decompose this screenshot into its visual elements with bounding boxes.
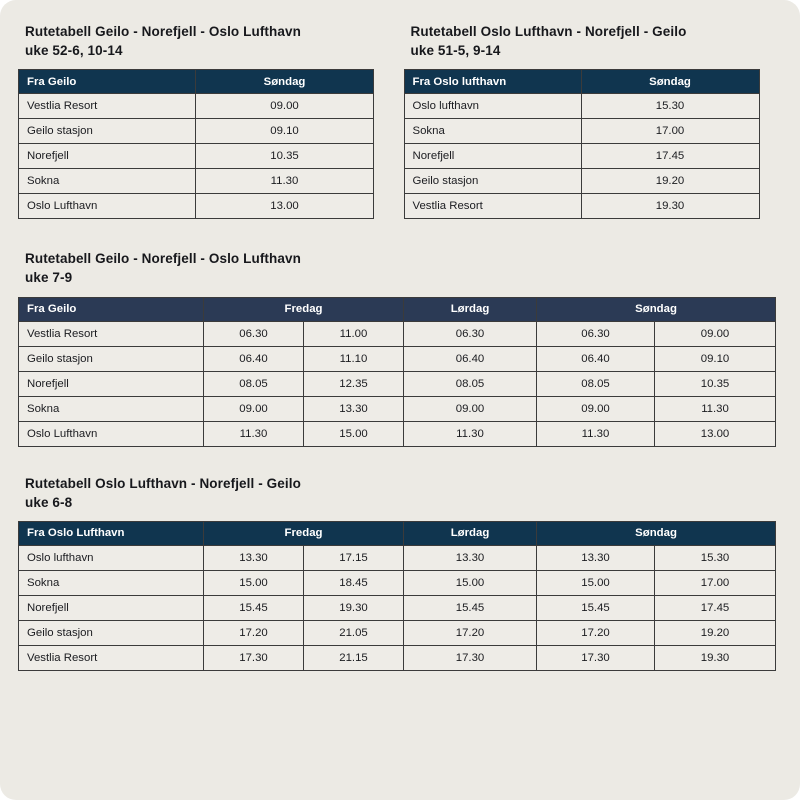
- title-line-1: Rutetabell Oslo Lufthavn - Norefjell - Geilo: [25, 475, 301, 491]
- table-row: [19, 595, 776, 620]
- departure-time: 09.00: [196, 94, 374, 119]
- departure-time: 15.30: [581, 94, 759, 119]
- stop-name: Sokna: [19, 570, 204, 595]
- departure-time: 13.00: [655, 421, 776, 446]
- page-title-geilo-oslo-uke-52-6: [25, 22, 390, 60]
- title-line-1: Rutetabell Geilo - Norefjell - Oslo Lufthavn: [25, 251, 301, 267]
- table-header-row: [19, 521, 776, 545]
- table-row: [19, 321, 776, 346]
- departure-time: 11.30: [204, 421, 304, 446]
- timetable-block-oslo-geilo-uke-6-8: [18, 474, 775, 671]
- departure-time: 11.30: [655, 396, 776, 421]
- departure-time: 18.45: [304, 570, 404, 595]
- column-header-sunday: Søndag: [196, 70, 374, 94]
- column-header-friday: Fredag: [204, 521, 404, 545]
- table-row: [404, 94, 759, 119]
- table-row: [19, 570, 776, 595]
- departure-time: 11.10: [304, 346, 404, 371]
- timetable-oslo-geilo-uke-51-5: [404, 69, 760, 219]
- departure-time: 19.30: [304, 595, 404, 620]
- departure-time: 19.30: [655, 645, 776, 670]
- departure-time: 08.05: [537, 371, 655, 396]
- table-row: [19, 346, 776, 371]
- departure-time: 13.00: [196, 194, 374, 219]
- table-row: [19, 645, 776, 670]
- departure-time: 15.00: [404, 570, 537, 595]
- departure-time: 15.45: [537, 595, 655, 620]
- title-line-1: Rutetabell Oslo Lufthavn - Norefjell - Geilo: [410, 24, 687, 39]
- stop-name: Norefjell: [404, 144, 581, 169]
- stop-name: Norefjell: [19, 371, 204, 396]
- column-header-sunday: Søndag: [537, 521, 776, 545]
- stop-name: Geilo stasjon: [19, 346, 204, 371]
- departure-time: 10.35: [196, 144, 374, 169]
- timetable-block-geilo-oslo-uke-52-6: [18, 22, 390, 219]
- departure-time: 13.30: [404, 545, 537, 570]
- departure-time: 19.20: [581, 169, 759, 194]
- departure-time: 09.00: [537, 396, 655, 421]
- departure-time: 19.20: [655, 620, 776, 645]
- departure-time: 15.45: [404, 595, 537, 620]
- departure-time: 09.10: [196, 119, 374, 144]
- departure-time: 09.00: [404, 396, 537, 421]
- stop-name: Sokna: [19, 169, 196, 194]
- stop-name: Geilo stasjon: [404, 169, 581, 194]
- departure-time: 15.00: [204, 570, 304, 595]
- departure-time: 11.30: [196, 169, 374, 194]
- timetable-geilo-oslo-uke-7-9: [18, 297, 776, 447]
- page-title-geilo-oslo-uke-7-9: [25, 249, 775, 287]
- stop-name: Oslo Lufthavn: [19, 421, 204, 446]
- page-title-oslo-geilo-uke-51-5: [411, 22, 776, 60]
- departure-time: 21.05: [304, 620, 404, 645]
- table-header-row: [19, 297, 776, 321]
- column-header-stop: Fra Geilo: [19, 297, 204, 321]
- departure-time: 15.45: [204, 595, 304, 620]
- stop-name: Sokna: [404, 119, 581, 144]
- departure-time: 13.30: [537, 545, 655, 570]
- table-row: [19, 396, 776, 421]
- departure-time: 21.15: [304, 645, 404, 670]
- departure-time: 15.00: [537, 570, 655, 595]
- title-line-2: uke 51-5, 9-14: [410, 43, 501, 59]
- departure-time: 09.10: [655, 346, 776, 371]
- departure-time: 11.30: [537, 421, 655, 446]
- departure-time: 15.00: [304, 421, 404, 446]
- page-title-oslo-geilo-uke-6-8: [25, 474, 775, 512]
- stop-name: Vestlia Resort: [404, 194, 581, 219]
- stop-name: Vestlia Resort: [19, 645, 204, 670]
- stop-name: Vestlia Resort: [19, 94, 196, 119]
- departure-time: 15.30: [655, 545, 776, 570]
- departure-time: 06.40: [204, 346, 304, 371]
- departure-time: 17.30: [204, 645, 304, 670]
- departure-time: 06.30: [404, 321, 537, 346]
- stop-name: Vestlia Resort: [19, 321, 204, 346]
- departure-time: 12.35: [304, 371, 404, 396]
- table-row: [19, 144, 374, 169]
- top-tables-row: [18, 22, 775, 219]
- departure-time: 17.30: [537, 645, 655, 670]
- stop-name: Norefjell: [19, 595, 204, 620]
- departure-time: 17.20: [404, 620, 537, 645]
- title-line-2: uke 6-8: [25, 494, 73, 510]
- departure-time: 09.00: [204, 396, 304, 421]
- table-row: [19, 194, 374, 219]
- table-row: [19, 371, 776, 396]
- departure-time: 06.30: [204, 321, 304, 346]
- column-header-friday: Fredag: [204, 297, 404, 321]
- title-line-1: Rutetabell Geilo - Norefjell - Oslo Lufthavn: [25, 24, 301, 39]
- departure-time: 13.30: [304, 396, 404, 421]
- table-row: [19, 119, 374, 144]
- table-row: [404, 119, 759, 144]
- table-header-row: [19, 70, 374, 94]
- departure-time: 17.30: [404, 645, 537, 670]
- departure-time: 17.00: [581, 119, 759, 144]
- section-spacer: [18, 447, 775, 474]
- departure-time: 08.05: [204, 371, 304, 396]
- stop-name: Oslo lufthavn: [404, 94, 581, 119]
- departure-time: 11.30: [404, 421, 537, 446]
- column-header-sunday: Søndag: [581, 70, 759, 94]
- departure-time: 17.45: [581, 144, 759, 169]
- table-row: [404, 194, 759, 219]
- departure-time: 08.05: [404, 371, 537, 396]
- column-header-stop: Fra Geilo: [19, 70, 196, 94]
- timetable-block-oslo-geilo-uke-51-5: [404, 22, 776, 219]
- stop-name: Norefjell: [19, 144, 196, 169]
- departure-time: 10.35: [655, 371, 776, 396]
- timetable-block-geilo-oslo-uke-7-9: [18, 249, 775, 446]
- stop-name: Sokna: [19, 396, 204, 421]
- departure-time: 17.00: [655, 570, 776, 595]
- departure-time: 06.40: [404, 346, 537, 371]
- table-header-row: [404, 70, 759, 94]
- departure-time: 11.00: [304, 321, 404, 346]
- table-row: [19, 421, 776, 446]
- title-line-2: uke 52-6, 10-14: [25, 43, 123, 59]
- title-line-2: uke 7-9: [25, 270, 73, 286]
- timetable-oslo-geilo-uke-6-8: [18, 521, 776, 671]
- column-header-stop: Fra Oslo Lufthavn: [19, 521, 204, 545]
- table-row: [19, 169, 374, 194]
- departure-time: 09.00: [655, 321, 776, 346]
- table-row: [19, 620, 776, 645]
- departure-time: 17.20: [537, 620, 655, 645]
- departure-time: 19.30: [581, 194, 759, 219]
- stop-name: Geilo stasjon: [19, 119, 196, 144]
- column-header-stop: Fra Oslo lufthavn: [404, 70, 581, 94]
- timetable-geilo-oslo-uke-52-6: [18, 69, 374, 219]
- departure-time: 17.45: [655, 595, 776, 620]
- stop-name: Oslo Lufthavn: [19, 194, 196, 219]
- stop-name: Geilo stasjon: [19, 620, 204, 645]
- departure-time: 17.15: [304, 545, 404, 570]
- table-row: [404, 169, 759, 194]
- stop-name: Oslo lufthavn: [19, 545, 204, 570]
- departure-time: 13.30: [204, 545, 304, 570]
- table-row: [19, 94, 374, 119]
- column-header-sunday: Søndag: [537, 297, 776, 321]
- column-header-saturday: Lørdag: [404, 521, 537, 545]
- departure-time: 17.20: [204, 620, 304, 645]
- column-header-saturday: Lørdag: [404, 297, 537, 321]
- section-spacer: [18, 219, 775, 249]
- departure-time: 06.40: [537, 346, 655, 371]
- table-row: [19, 545, 776, 570]
- table-row: [404, 144, 759, 169]
- departure-time: 06.30: [537, 321, 655, 346]
